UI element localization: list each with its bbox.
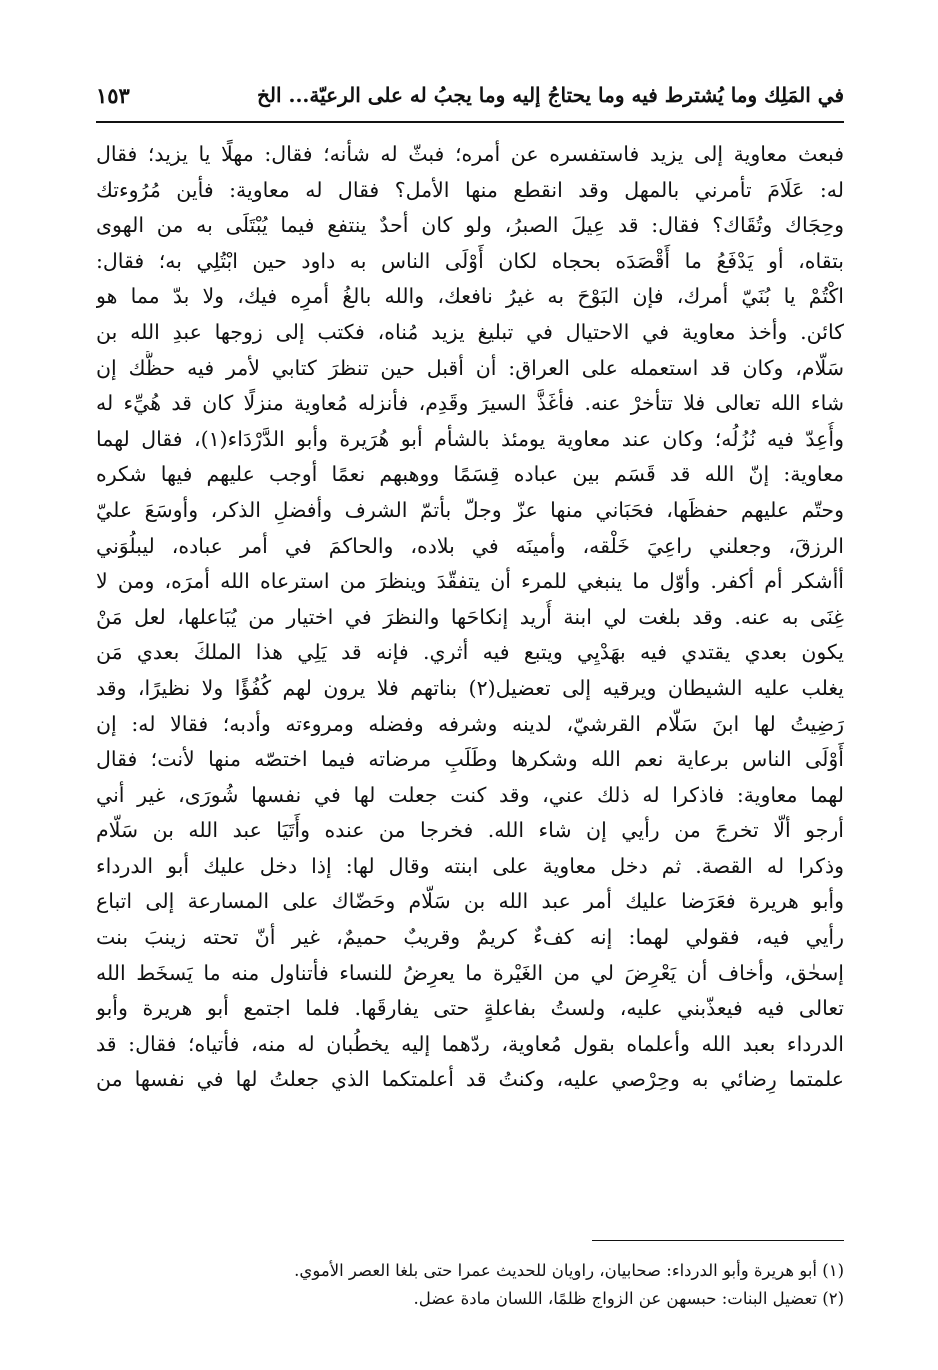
text-line: أأشكر أم أكفر. وأوّل ما ينبغي للمرء أن يتفقّدَ وينظرَ من استرعاه الله أمرَه، ومن لا [96, 569, 844, 594]
footnote: (٢) تعضيل البنات: حبسهن عن الزواج ظلمًا، اللسان مادة عضل. [413, 1289, 844, 1308]
footnotes [96, 1257, 844, 1313]
text-line: رَضِيتُ لها ابنَ سَلّام القرشيّ، لدينه وشرفه وفضله ومروءته وأدبه؛ فقالا له: إن [96, 711, 844, 736]
text-line: يغلب عليه الشيطان ويرقيه إلى تعضيل(٢) بناتهم فلا يرون لهم كُفُؤًا ولا نظيرًا، وقد [96, 675, 844, 700]
header-divider [96, 121, 844, 123]
text-line: علمتما رِضائي به وحِرْصي عليه، وكنتُ قد أعلمتكما الذي جعلتُ لها في نفسها من [96, 1067, 844, 1092]
text-line: تعالى فيه فيعذّبني عليه، ولستُ بفاعلةٍ حتى يفارقَها. فلما اجتمع أبو هريرة وأبو [96, 996, 844, 1021]
text-line: بتقاه، أو يَدْفَعُ ما أَقْصَدَه بحجاه لكان أَوْلَى الناس به داود حين ابْتُلِي به؛ فقال: [96, 248, 844, 273]
text-line: اكْتُمْ يا بُنَيّ أمرك، فإن البَوْحَ به غيرُ نافعك، والله بالغُ أمرِه فيك، ولا بدّ مما هو [96, 284, 844, 309]
chapter-title: في المَلِك وما يُشترط فيه وما يحتاجُ إليه وما يجبُ له على الرعيّة... الخ [256, 83, 844, 107]
text-line: له: عَلَامَ تأمرني بالمهل وقد انقطع منها الأمل؟ فقال له معاوية: فأين مُرُوءتك [96, 177, 844, 202]
text-line: رأيي فيه، فقولي لهما: إنه كفءٌ كريمٌ وقريبٌ حميمٌ، غير أنّ تحته زينبَ بنت [96, 925, 844, 950]
text-line: أَوْلَى الناس برعاية نعم الله وشكرها وطَلَبِ مرضاته فيما اختصّه منها لأنت؛ فقال [96, 747, 844, 772]
text-line: وحِجَاك وتُقَاك؟ فقال: قد عِيلَ الصبرُ، ولو كان أحدٌ ينتفع فيما يُبْتَلَى به من الهوى [96, 213, 844, 238]
text-line: وأُعِدّ فيه نُزُلُه؛ وكان عند معاوية يومئذ بالشأم أبو هُرَيرة وأبو الدَّرْدَاء(١)، فقال لهما [96, 426, 844, 451]
text-line: فبعث معاوية إلى يزيد فاستفسره عن أمره؛ فبثّ له شأنه؛ فقال: مهلًا يا يزيد؛ فقال [96, 142, 844, 166]
text-line: الدرداء بعبد الله وأعلماه بقول مُعاوية، ردّهما إليه يخطُبان له منه، فأتياه؛ فقال: قد [96, 1031, 844, 1056]
text-line: سَلّام، وكان قد استعمله على العراق: أن أقبل حين تنظرَ كتابي لأمر فيه حظُّك إن [96, 355, 844, 380]
body-text [96, 137, 844, 1098]
text-line: كائن. وأخذ معاوية في الاحتيال في تبليغ يزيد مُناه، فكتب إلى زوجها عبدِ الله بن [96, 319, 844, 344]
footnote-divider [592, 1240, 844, 1241]
text-line: أرجو ألّا تخرجَ من رأيي إن شاء الله. فخرجا من عنده وأَتَيَا عبد الله بن سَلّام [96, 818, 844, 843]
text-line: يكون بعدي يقتدي فيه بهَدْيِي ويتبع فيه أثري. فإنه قد يَلِي هذا الملكَ بعدي مَن [96, 640, 844, 665]
text-line: إسحٰق، وأخاف أن يَعْرِضَ لي من الغَيْرة ما يعرِضُ للنساء فأتناول منه ما يَسخَط الله [96, 960, 844, 985]
footnote: (١) أبو هريرة وأبو الدرداء: صحابيان، راويان للحديث عمرا حتى بلغا العصر الأموي. [294, 1261, 844, 1280]
text-line: شاء الله تعالى فلا تتأخرْ عنه. فأغَذَّ السيرَ وقَدِم، فأنزله مُعاوية منزلًا كان قد هُيِّء له [96, 391, 844, 416]
page-number: ١٥٣ [96, 82, 130, 108]
text-line: لهما معاوية: فاذكرا له ذلك عني، وقد كنت جعلت لها في نفسها شُورَى، غير أني [96, 782, 844, 807]
text-line: غِنَى به عنه. وقد بلغت لي ابنة أُريد إنكاحَها والنظرَ في اختيار من يُبَاعلها، لعل مَنْ [96, 604, 844, 629]
text-line: معاوية: إنّ الله قد قَسَم بين عباده قِسَمًا ووهبهم نعمًا أوجب عليهم فيها شكره [96, 462, 844, 487]
text-line: وحتّم عليهم حفظَها، فحَبَاني منها عزّ وجلّ بأتمّ الشرف وأفضلِ الذكر، وأوسَعَ عليّ [96, 497, 844, 522]
running-header [96, 78, 844, 112]
text-line: وأبو هريرة فعَرَضا عليك أمر عبد الله بن سَلّام وحَضّاك على المسارعة إلى اتباع [96, 889, 844, 914]
text-line: الرزقَ، وجعلني راعِيَ خَلْقه، وأمينَه في بلاده، والحاكمَ في أمر عباده، ليبلُوَني [96, 533, 844, 558]
text-line: وذكرا له القصة. ثم دخل معاوية على ابنته وقال لها: إذا دخل عليك أبو الدرداء [96, 853, 844, 878]
